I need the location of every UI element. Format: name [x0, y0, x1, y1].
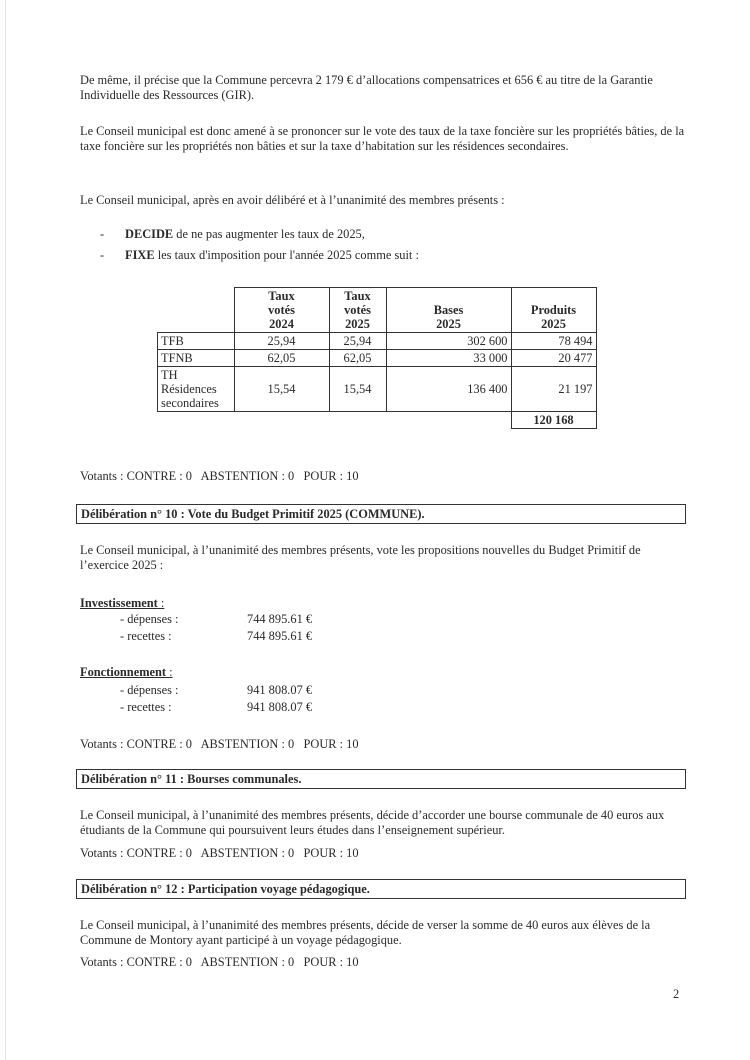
header-taux-2024: Taux votés 2024 — [234, 288, 329, 333]
fonctionnement-depenses-row — [120, 683, 380, 700]
budget-label: - dépenses : — [120, 612, 179, 626]
rate-2024: 15,54 — [234, 367, 329, 412]
budget-label: - recettes : — [120, 700, 172, 714]
rate-2025: 25,94 — [329, 333, 386, 350]
intro-paragraph-allocations: De même, il précise que la Commune percevra 2 179 € d’allocations compensatrices et 656 € au titre de la Garantie Individuelle des Ressources (GIR). — [80, 73, 653, 102]
intro-paragraph-deliberation: Le Conseil municipal, après en avoir délibéré et à l’unanimité des membres présents : — [80, 193, 505, 207]
base-2025: 302 600 — [386, 333, 511, 350]
base-2025: 33 000 — [386, 350, 511, 367]
rate-2024: 25,94 — [234, 333, 329, 350]
product-2025: 20 477 — [511, 350, 596, 367]
page-number: 2 — [673, 987, 680, 1001]
budget-label: - recettes : — [120, 629, 172, 643]
table-total-row — [158, 412, 597, 429]
product-2025: 78 494 — [511, 333, 596, 350]
rate-2025: 15,54 — [329, 367, 386, 412]
table-header-row — [158, 288, 597, 333]
deliberation-11-text: Le Conseil municipal, à l’unanimité des membres présents, décide d’accorder une bourse communale de 40 euros aux étudiants de la Commune qui poursuivent leurs études dans l’enseignement supérieur. — [80, 808, 665, 837]
header-taux-2025: Taux votés 2025 — [329, 288, 386, 333]
base-2025: 136 400 — [386, 367, 511, 412]
tax-rates-table — [157, 287, 597, 429]
budget-value: 941 808.07 € — [247, 700, 313, 714]
row-label: TH Résidences secondaires — [158, 367, 235, 412]
intro-paragraph-vote-taux: Le Conseil municipal est donc amené à se prononcer sur le vote des taux de la taxe foncière sur les propriétés bâties, de la taxe foncière sur les propriétés non bâties et sur la taxe d’habitation sur les résidences secondaires. — [80, 124, 685, 153]
decision-text: de ne pas augmenter les taux de 2025, — [173, 227, 365, 241]
decision-list — [100, 227, 660, 269]
budget-value: 941 808.07 € — [247, 683, 313, 697]
deliberation-10-title: Délibération n° 10 : Vote du Budget Primitif 2025 (COMMUNE). — [76, 504, 686, 524]
header-produits-2025: Produits 2025 — [511, 288, 596, 333]
row-label: TFB — [158, 333, 235, 350]
decision-item: - FIXE les taux d'imposition pour l'année 2025 comme suit : — [100, 248, 419, 262]
votes-line: Votants : CONTRE : 0 ABSTENTION : 0 POUR : 10 — [80, 955, 359, 969]
votes-line: Votants : CONTRE : 0 ABSTENTION : 0 POUR : 10 — [80, 846, 359, 860]
row-label: TFNB — [158, 350, 235, 367]
deliberation-12-text: Le Conseil municipal, à l’unanimité des membres présents, décide de verser la somme de 40 euros aux élèves de la Commune de Montory ayant participé à un voyage pédagogique. — [80, 918, 651, 947]
votes-line: Votants : CONTRE : 0 ABSTENTION : 0 POUR : 10 — [80, 737, 359, 751]
deliberation-12-title: Délibération n° 12 : Participation voyage pédagogique. — [76, 879, 686, 899]
budget-label: - dépenses : — [120, 683, 179, 697]
deliberation-11-title: Délibération n° 11 : Bourses communales. — [76, 769, 686, 789]
margin-line — [5, 0, 6, 1060]
decision-verb: DECIDE — [125, 227, 174, 241]
total-products: 120 168 — [511, 412, 596, 429]
table-row — [158, 350, 597, 367]
product-2025: 21 197 — [511, 367, 596, 412]
deliberation-10-text: Le Conseil municipal, à l’unanimité des membres présents, vote les propositions nouvelles du Budget Primitif de l’exercice 2025 : — [80, 543, 641, 572]
fonctionnement-recettes-row — [120, 700, 380, 717]
rate-2025: 62,05 — [329, 350, 386, 367]
fonctionnement-heading: Fonctionnement : — [80, 665, 173, 679]
votes-line: Votants : CONTRE : 0 ABSTENTION : 0 POUR : 10 — [80, 469, 359, 483]
rate-2024: 62,05 — [234, 350, 329, 367]
header-bases-2025: Bases 2025 — [386, 288, 511, 333]
decision-item: - DECIDE de ne pas augmenter les taux de 2025, — [100, 227, 365, 241]
investissement-depenses-row — [120, 612, 380, 629]
table-row — [158, 367, 597, 412]
budget-value: 744 895.61 € — [247, 612, 313, 626]
investissement-recettes-row — [120, 629, 380, 646]
table-row — [158, 333, 597, 350]
investissement-heading: Investissement : — [80, 596, 165, 610]
budget-value: 744 895.61 € — [247, 629, 313, 643]
decision-verb: FIXE — [125, 248, 155, 262]
decision-text: les taux d'imposition pour l'année 2025 comme suit : — [154, 248, 419, 262]
